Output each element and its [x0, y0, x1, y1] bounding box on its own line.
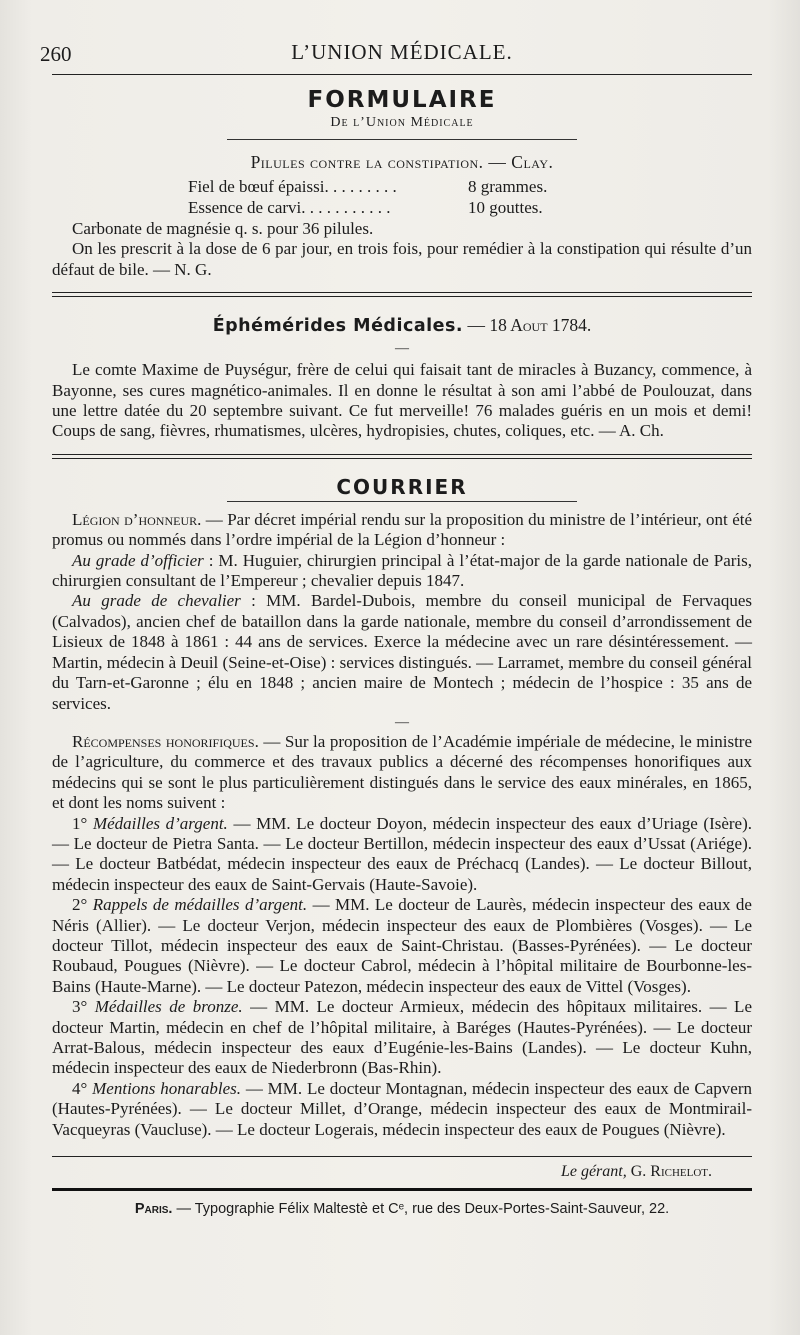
formulaire-subtitle: De l’Union Médicale	[330, 115, 474, 130]
legion-paragraph	[52, 510, 752, 551]
formulaire-title: FORMULAIRE	[307, 87, 497, 113]
running-head	[40, 36, 752, 74]
award-item	[52, 814, 752, 896]
ingredient-qty: 10 gouttes.	[468, 198, 543, 217]
chevalier-text: : MM. Bardel-Dubois, membre du conseil municipal de Fervaques (Calvados), ancien chef de bataillon dans la garde nationale, membre du conseil d’arrondissement de Lisieux de 1848 à 1861 : 44 ans de services. Exerce la médecine avec un rare désintéressement. — Martin, médecin à Deuil (Seine-et-Oise) : services distingués. — Larramet, membre du conseil général du Tarn-et-Garonne ; élu en 1848 ; ancien maire de Montech ; médecin de l’hospice : 35 ans de services.	[52, 591, 752, 713]
ingredient-name: Fiel de bœuf épaissi. . . . . . . . .	[188, 177, 397, 196]
item-number: 1°	[72, 813, 93, 833]
ephemerides-date: — 18 Aout 1784.	[467, 315, 592, 336]
ingredient-row	[52, 177, 752, 198]
recipe-title: Pilules contre la constipation. — Clay.	[250, 152, 554, 172]
recipe-line: Carbonate de magnésie q. s. pour 36 pilules.	[72, 219, 374, 238]
recompenses-text: — Sur la proposition de l’Académie impériale de médecine, le ministre de l’agriculture, du commerce et des travaux publics a décerné des récompenses honorifiques aux médecins qui se sont le plus particulièrement distingués dans le service des eaux minérales, en 1865, et dont les noms suivent :	[52, 731, 753, 813]
recipe-instructions: On les prescrit à la dose de 6 par jour, en trois fois, pour remédier à la constipation qui résulte d’un défaut de bile. — N. G.	[52, 239, 752, 279]
award-item	[52, 1079, 752, 1140]
ephemerides-heading	[52, 315, 752, 336]
award-text: — MM. Le docteur Armieux, médecin des hôpitaux militaires. — Le docteur Martin, médecin en chef de l’hôpital militaire, à Baréges (Hautes-Pyrénées). — Le docteur Arrat-Balous, médecin inspecteur des eaux d’Eugénie-les-Bains (Landes). — Le docteur Kuhn, médecin inspecteur des eaux de Niederbronn (Bas-Rhin).	[52, 997, 752, 1078]
separator-dash: —	[395, 714, 409, 730]
section-double-rule	[52, 292, 752, 297]
award-text: — MM. Le docteur Montagnan, médecin inspecteur des eaux de Capvern (Hautes-Pyrénées). — Le docteur Millet, d’Orange, médecin inspecteur des eaux de Montmirail-Vacqueyras (Vaucluse). — Le docteur Logerais, médecin inspecteur des eaux de Pougues (Nièvre).	[52, 1078, 752, 1139]
legion-text: — Par décret impérial rendu sur la proposition du ministre de l’intérieur, ont été promus ou nommés dans l’ordre impérial de la Légion d’honneur :	[52, 509, 753, 550]
award-label: Médailles de bronze.	[94, 997, 243, 1017]
section-double-rule	[52, 454, 752, 459]
award-label: Rappels de médailles d’argent.	[92, 895, 308, 915]
formulaire-rule	[227, 139, 577, 140]
imprint-text: — Typographie Félix Maltestè et Cᵉ, rue des Deux-Portes-Saint-Sauveur, 22.	[176, 1201, 670, 1218]
officier-text: : M. Huguier, chirurgien principal à l’état-major de la garde nationale de Paris, chirurgien consultant de l’Empereur ; chevalier depuis 1847.	[52, 550, 752, 591]
separator-dash: —	[395, 341, 409, 357]
award-label: Mentions honarables.	[92, 1078, 241, 1098]
award-text: — MM. Le docteur Doyon, médecin inspecteur des eaux d’Uriage (Isère). — Le docteur de Pietra Santa. — Le docteur Bertillon, médecin inspecteur des eaux d’Ussat (Ariége). — Le docteur Batbédat, médecin inspecteur des eaux de Préchacq (Landes). — Le docteur Billout, médecin inspecteur des eaux de Saint-Gervais (Haute-Savoie).	[52, 813, 753, 894]
journal-title: L’UNION MÉDICALE.	[291, 40, 513, 64]
page-number: 260	[40, 42, 72, 66]
recompenses-label: Récompenses honorifiques.	[72, 731, 259, 751]
item-number: 4°	[72, 1078, 93, 1098]
imprint-rule	[52, 1188, 752, 1191]
footer-rule	[52, 1156, 752, 1157]
ingredient-name: Essence de carvi. . . . . . . . . . .	[188, 198, 391, 217]
ingredient-row	[52, 198, 752, 219]
ephemerides-text: Le comte Maxime de Puységur, frère de celui qui faisait tant de miracles à Buzancy, commence, à Bayonne, ses cures magnético-animales. Il en donne le résultat à son ami l’abbé de Poulouzat, dans une lettre datée du 20 septembre suivant. Ce fut merveille! 76 malades guéris en un mois et demi! Coups de sang, fièvres, rhumatismes, ulcères, hydropisies, chutes, coliques, etc. — A. Ch.	[52, 360, 752, 441]
signature	[52, 1163, 712, 1181]
officier-label: Au grade d’officier	[72, 550, 204, 570]
ephemerides-title: Éphémérides Médicales.	[212, 316, 464, 337]
award-item	[52, 895, 752, 997]
ingredient-qty: 8 grammes.	[468, 177, 548, 196]
signature-role: Le gérant,	[560, 1163, 627, 1181]
chevalier-label: Au grade de chevalier	[72, 591, 241, 611]
recompenses-paragraph	[52, 732, 752, 814]
signature-name: G. Richelot.	[630, 1163, 712, 1181]
officier-paragraph	[52, 551, 752, 592]
award-text: — MM. Le docteur de Laurès, médecin inspecteur des eaux de Néris (Allier). — Le docteur Verjon, médecin inspecteur des eaux de Plombières (Vosges). — Le docteur Tillot, médecin inspecteur des eaux de Saint-Christau. (Basses-Pyrénées). — Le docteur Roubaud, Pougues (Nièvre). — Le docteur Cabrol, médecin à l’hôpital militaire de Bourbonne-les-Bains (Haute-Marne). — Le docteur Patezon, médecin inspecteur des eaux de Vittel (Vosges).	[52, 895, 752, 996]
imprint	[52, 1201, 752, 1217]
legion-label: Légion d’honneur.	[72, 509, 202, 529]
chevalier-paragraph	[52, 591, 752, 713]
imprint-city: Paris.	[134, 1201, 173, 1218]
award-item	[52, 997, 752, 1079]
item-number: 3°	[72, 997, 95, 1017]
header-rule	[52, 74, 752, 75]
item-number: 2°	[72, 895, 93, 915]
award-label: Médailles d’argent.	[92, 813, 228, 833]
courrier-rule	[227, 501, 577, 502]
courrier-title: COURRIER	[336, 474, 468, 499]
